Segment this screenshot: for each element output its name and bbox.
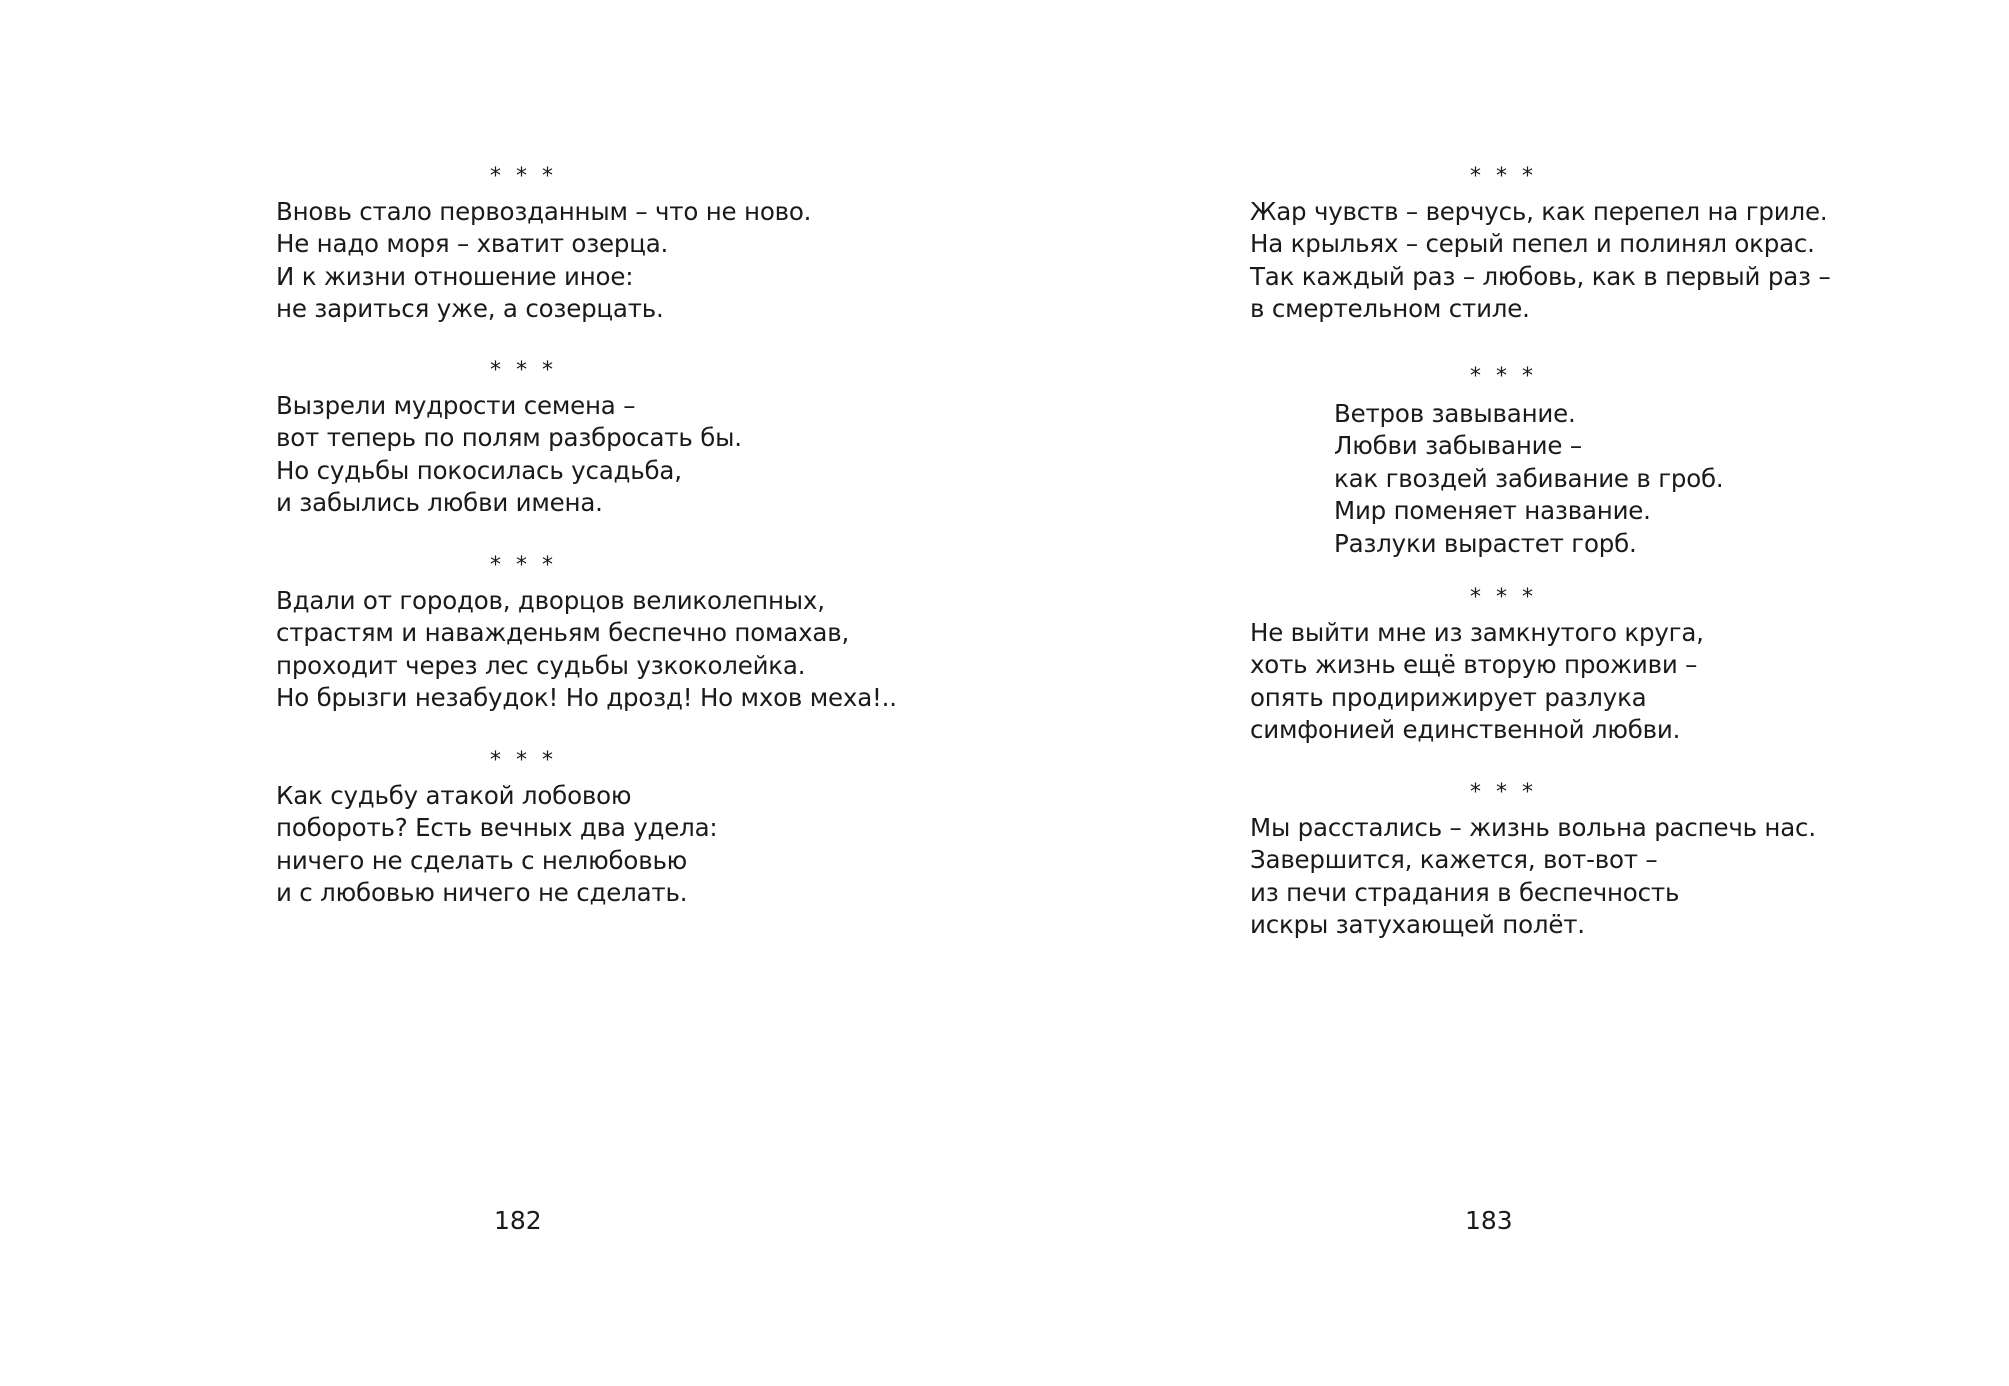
poem-line: вот теперь по полям разбросать бы. xyxy=(276,423,742,453)
right-page xyxy=(1004,0,2009,1386)
poem-line: из печи страдания в беспечность xyxy=(1250,877,1680,907)
poem-stanza xyxy=(1250,617,1704,747)
poem-stanza xyxy=(1250,812,1816,942)
poem-stanza xyxy=(276,390,742,520)
poem-line: в смертельном стиле. xyxy=(1250,294,1530,324)
poem-line: На крыльях – серый пепел и полинял окрас. xyxy=(1250,229,1815,259)
poem-line: Не надо моря – хватит озерца. xyxy=(276,229,669,259)
stanza-separator: * * * xyxy=(490,358,557,383)
poem-line: побороть? Есть вечных два удела: xyxy=(276,813,718,843)
poem-stanza xyxy=(276,196,811,326)
poem-line: и с любовью ничего не сделать. xyxy=(276,878,688,908)
poem-line: Но судьбы покосилась усадьба, xyxy=(276,455,682,485)
poem-line: Ветров завывание. xyxy=(1334,399,1576,428)
poem-line: Так каждый раз – любовь, как в первый раз – xyxy=(1250,261,1831,291)
left-page xyxy=(0,0,1004,1386)
poem-line: опять продирижирует разлука xyxy=(1250,682,1647,712)
stanza-separator: * * * xyxy=(490,553,557,578)
poem-line: Как судьбу атакой лобовою xyxy=(276,781,632,810)
stanza-separator: * * * xyxy=(1470,164,1537,189)
poem-stanza-indented xyxy=(1334,398,1724,560)
poem-stanza xyxy=(276,585,897,715)
poem-line: И к жизни отношение иное: xyxy=(276,261,634,291)
poem-stanza xyxy=(1250,196,1831,326)
stanza-separator: * * * xyxy=(490,748,557,773)
poem-line: искры затухающей полёт. xyxy=(1250,910,1585,940)
poem-line: Вдали от городов, дворцов великолепных, xyxy=(276,586,825,615)
stanza-separator: * * * xyxy=(1470,364,1537,389)
poem-line: Разлуки вырастет горб. xyxy=(1334,528,1637,558)
poem-line: Жар чувств – верчусь, как перепел на гриле. xyxy=(1250,197,1828,226)
poem-line: не зариться уже, а созерцать. xyxy=(276,294,664,324)
poem-line: ничего не сделать с нелюбовью xyxy=(276,845,688,875)
poem-line: Вновь стало первозданным – что не ново. xyxy=(276,197,812,226)
poem-line: как гвоздей забивание в гроб. xyxy=(1334,463,1724,493)
page-number: 183 xyxy=(1465,1206,1513,1235)
poem-line: проходит через лес судьбы узкоколейка. xyxy=(276,650,806,680)
stanza-separator: * * * xyxy=(490,164,557,189)
poem-stanza xyxy=(276,780,717,910)
stanza-separator: * * * xyxy=(1470,585,1537,610)
poem-line: Мы расстались – жизнь вольна распечь нас. xyxy=(1250,813,1816,842)
poem-line: симфонией единственной любви. xyxy=(1250,715,1681,745)
poem-line: хоть жизнь ещё вторую проживи – xyxy=(1250,650,1698,680)
poem-line: Не выйти мне из замкнутого круга, xyxy=(1250,618,1704,647)
poem-line: Но брызги незабудок! Но дрозд! Но мхов меха!.. xyxy=(276,683,897,713)
page-number: 182 xyxy=(494,1206,542,1235)
stanza-separator: * * * xyxy=(1470,780,1537,805)
poem-line: и забылись любви имена. xyxy=(276,488,603,518)
poem-line: Вызрели мудрости семена – xyxy=(276,391,636,420)
poem-line: Любви забывание – xyxy=(1334,431,1582,461)
poem-line: Завершится, кажется, вот-вот – xyxy=(1250,845,1658,875)
poem-line: страстям и наважденьям беспечно помахав, xyxy=(276,618,850,648)
poem-line: Мир поменяет название. xyxy=(1334,496,1651,526)
